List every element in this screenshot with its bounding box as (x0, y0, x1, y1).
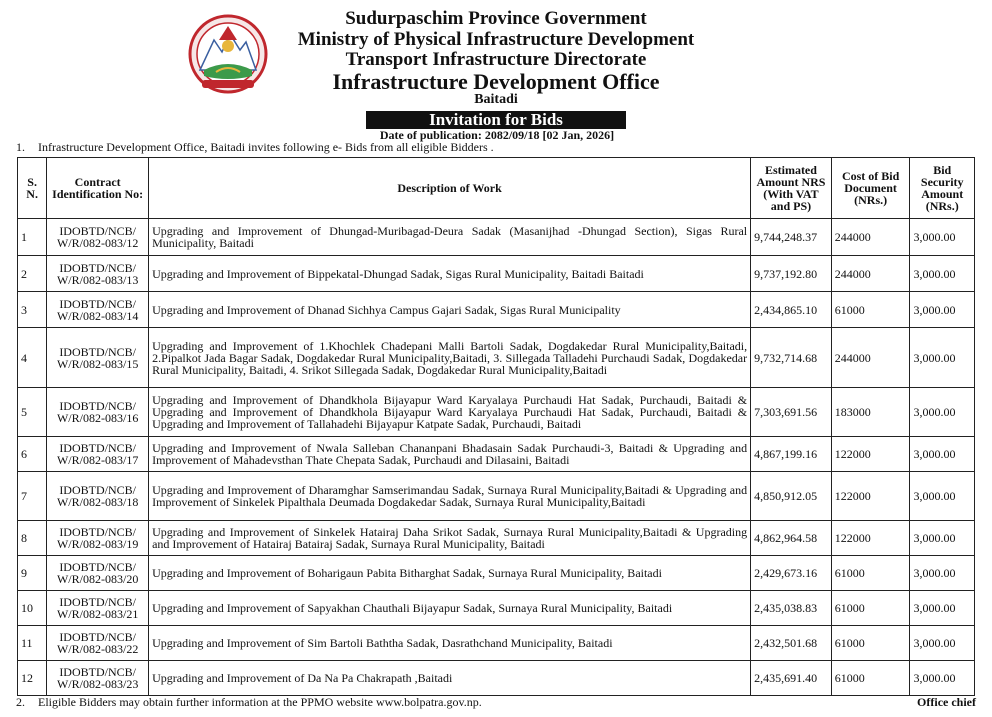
header-estimated-amount: Estimated Amount NRS (With VAT and PS) (751, 158, 832, 219)
table-row (18, 472, 975, 521)
office-location: Baitadi (474, 92, 518, 107)
cell-contract-id: IDOBTD/NCB/ W/R/082-083/16 (47, 388, 149, 437)
cell-description: Upgrading and Improvement of Dhanad Sichhya Campus Gajari Sadak, Sigas Rural Municipality (149, 292, 751, 328)
note-2-number: 2. (16, 695, 25, 709)
cell-bid-document-cost: 244000 (831, 328, 910, 388)
note-2-text: Eligible Bidders may obtain further information at the PPMO website www.bolpatra.gov.np. (38, 695, 482, 709)
cell-estimated-amount: 2,435,038.83 (751, 591, 832, 626)
cell-description: Upgrading and Improvement of Sapyakhan Chauthali Bijayapur Sadak, Surnaya Rural Municipality, Baitadi (149, 591, 751, 626)
table-row (18, 256, 975, 292)
cell-estimated-amount: 4,850,912.05 (751, 472, 832, 521)
cell-contract-id: IDOBTD/NCB/ W/R/082-083/15 (47, 328, 149, 388)
cell-description: Upgrading and Improvement of Sim Bartoli Baththa Sadak, Dasrathchand Municipality, Baitadi (149, 626, 751, 661)
table-row (18, 328, 975, 388)
header-contract-id: Contract Identification No: (47, 158, 149, 219)
cell-bid-document-cost: 244000 (831, 256, 910, 292)
cell-bid-security: 3,000.00 (910, 256, 975, 292)
table-row (18, 556, 975, 591)
publication-date: Date of publication: 2082/09/18 [02 Jan, 2026] (379, 128, 615, 142)
cell-bid-document-cost: 122000 (831, 472, 910, 521)
cell-description: Upgrading and Improvement of Da Na Pa Chakrapath ,Baitadi (149, 661, 751, 696)
cell-bid-security: 3,000.00 (910, 292, 975, 328)
cell-bid-document-cost: 61000 (831, 556, 910, 591)
office-title: Infrastructure Development Office (332, 69, 660, 94)
cell-contract-id: IDOBTD/NCB/ W/R/082-083/14 (47, 292, 149, 328)
bids-table (17, 157, 975, 696)
cell-bid-security: 3,000.00 (910, 661, 975, 696)
cell-description: Upgrading and Improvement of Boharigaun Pabita Bitharghat Sadak, Surnaya Rural Municipality, Baitadi (149, 556, 751, 591)
cell-bid-document-cost: 183000 (831, 388, 910, 437)
cell-sn: 8 (18, 521, 47, 556)
directorate-title: Transport Infrastructure Directorate (345, 49, 647, 70)
cell-sn: 1 (18, 219, 47, 256)
cell-contract-id: IDOBTD/NCB/ W/R/082-083/21 (47, 591, 149, 626)
ministry-title: Ministry of Physical Infrastructure Development (297, 29, 695, 50)
cell-bid-document-cost: 61000 (831, 661, 910, 696)
office-chief-signature: Office chief (917, 695, 976, 709)
cell-estimated-amount: 9,744,248.37 (751, 219, 832, 256)
cell-bid-security: 3,000.00 (910, 219, 975, 256)
cell-estimated-amount: 2,429,673.16 (751, 556, 832, 591)
cell-estimated-amount: 9,737,192.80 (751, 256, 832, 292)
cell-bid-security: 3,000.00 (910, 556, 975, 591)
invitation-for-bids-banner: Invitation for Bids (366, 111, 626, 129)
province-government-title: Sudurpaschim Province Government (345, 8, 647, 29)
cell-bid-document-cost: 61000 (831, 591, 910, 626)
cell-description: Upgrading and Improvement of Nwala Salleban Chananpani Bhadasain Sadak Purchaudi-3, Baitadi & Upgrading and Improvement of Mahadevsthan Thate Chepata Sadak, Purchaudi and Dilasaini, Baitadi (149, 437, 751, 472)
cell-estimated-amount: 4,862,964.58 (751, 521, 832, 556)
cell-sn: 2 (18, 256, 47, 292)
cell-sn: 12 (18, 661, 47, 696)
cell-sn: 5 (18, 388, 47, 437)
cell-description: Upgrading and Improvement of Sinkelek Hatairaj Daha Srikot Sadak, Surnaya Rural Municipality,Baitadi & Upgrading and Improvement of Hatairaj Batairaj Sadak, Surnaya Rural Municipality, Baitadi (149, 521, 751, 556)
cell-contract-id: IDOBTD/NCB/ W/R/082-083/18 (47, 472, 149, 521)
cell-bid-security: 3,000.00 (910, 626, 975, 661)
note-1-text: Infrastructure Development Office, Baitadi invites following e- Bids from all eligible Bidders . (38, 140, 494, 154)
cell-estimated-amount: 2,434,865.10 (751, 292, 832, 328)
cell-bid-document-cost: 61000 (831, 292, 910, 328)
header-sn: S. N. (18, 158, 47, 219)
cell-description: Upgrading and Improvement of Bippekatal-Dhungad Sadak, Sigas Rural Municipality, Baitadi Baitadi (149, 256, 751, 292)
note-1-number: 1. (16, 140, 25, 154)
cell-contract-id: IDOBTD/NCB/ W/R/082-083/13 (47, 256, 149, 292)
cell-bid-security: 3,000.00 (910, 472, 975, 521)
cell-bid-document-cost: 122000 (831, 521, 910, 556)
cell-sn: 10 (18, 591, 47, 626)
cell-sn: 3 (18, 292, 47, 328)
table-row (18, 292, 975, 328)
cell-sn: 9 (18, 556, 47, 591)
header-bid-document-cost: Cost of Bid Document (NRs.) (831, 158, 910, 219)
cell-estimated-amount: 4,867,199.16 (751, 437, 832, 472)
table-row (18, 219, 975, 256)
cell-bid-security: 3,000.00 (910, 437, 975, 472)
cell-bid-document-cost: 61000 (831, 626, 910, 661)
cell-contract-id: IDOBTD/NCB/ W/R/082-083/17 (47, 437, 149, 472)
note-1 (16, 141, 494, 154)
cell-contract-id: IDOBTD/NCB/ W/R/082-083/20 (47, 556, 149, 591)
cell-contract-id: IDOBTD/NCB/ W/R/082-083/19 (47, 521, 149, 556)
cell-bid-security: 3,000.00 (910, 328, 975, 388)
table-row (18, 388, 975, 437)
cell-estimated-amount: 2,435,691.40 (751, 661, 832, 696)
cell-sn: 4 (18, 328, 47, 388)
table-header-row (18, 158, 975, 219)
cell-description: Upgrading and Improvement of Dhandkhola Bijayapur Ward Karyalaya Purchaudi Hat Sadak, Purchaudi, Baitadi & Upgrading and Improvement of Dhandkhola Bijayapur Ward Karyalaya Purchaudi Hat Sadak, Purchaudi, Baitadi & Upgrading and Improvement of Tallahadehi Bijayapur Katpate Sadak, Purchaudi, Baitadi (149, 388, 751, 437)
header-bid-security: Bid Security Amount (NRs.) (910, 158, 975, 219)
note-2 (16, 696, 482, 709)
cell-description: Upgrading and Improvement of 1.Khochlek Chadepani Malli Bartoli Sadak, Dogdakedar Rural Municipality,Baitadi, 2.Pipalkot Jada Bagar Sadak, Dogdakedar Rural Municipality,Baitadi, 3. Sillegada Talladehi Purchaudi Sadak, Dogdakedar Rural Municipality, Baitadi, 4. Srikot Sillegada Sadak, Dogdakedar Rural Municipality,Baitadi (149, 328, 751, 388)
table-row (18, 626, 975, 661)
header-description: Description of Work (149, 158, 751, 219)
cell-contract-id: IDOBTD/NCB/ W/R/082-083/12 (47, 219, 149, 256)
cell-estimated-amount: 7,303,691.56 (751, 388, 832, 437)
cell-sn: 11 (18, 626, 47, 661)
letterhead (240, 8, 752, 107)
cell-bid-document-cost: 244000 (831, 219, 910, 256)
cell-estimated-amount: 9,732,714.68 (751, 328, 832, 388)
cell-bid-security: 3,000.00 (910, 591, 975, 626)
cell-sn: 6 (18, 437, 47, 472)
cell-contract-id: IDOBTD/NCB/ W/R/082-083/22 (47, 626, 149, 661)
cell-bid-document-cost: 122000 (831, 437, 910, 472)
cell-bid-security: 3,000.00 (910, 521, 975, 556)
table-row (18, 591, 975, 626)
cell-bid-security: 3,000.00 (910, 388, 975, 437)
cell-description: Upgrading and Improvement of Dhungad-Muribagad-Deura Sadak (Masanijhad -Dhungad Section), Sigas Rural Municipality, Baitadi (149, 219, 751, 256)
cell-contract-id: IDOBTD/NCB/ W/R/082-083/23 (47, 661, 149, 696)
table-row (18, 521, 975, 556)
cell-sn: 7 (18, 472, 47, 521)
cell-description: Upgrading and Improvement of Dharamghar Samserimandau Sadak, Surnaya Rural Municipality,Baitadi & Upgrading and Improvement of Sinkelek Pipalthala Deumada Dogdakedar Sadak, Surnaya Rural Municipality,Baitadi (149, 472, 751, 521)
table-row (18, 661, 975, 696)
cell-estimated-amount: 2,432,501.68 (751, 626, 832, 661)
table-row (18, 437, 975, 472)
